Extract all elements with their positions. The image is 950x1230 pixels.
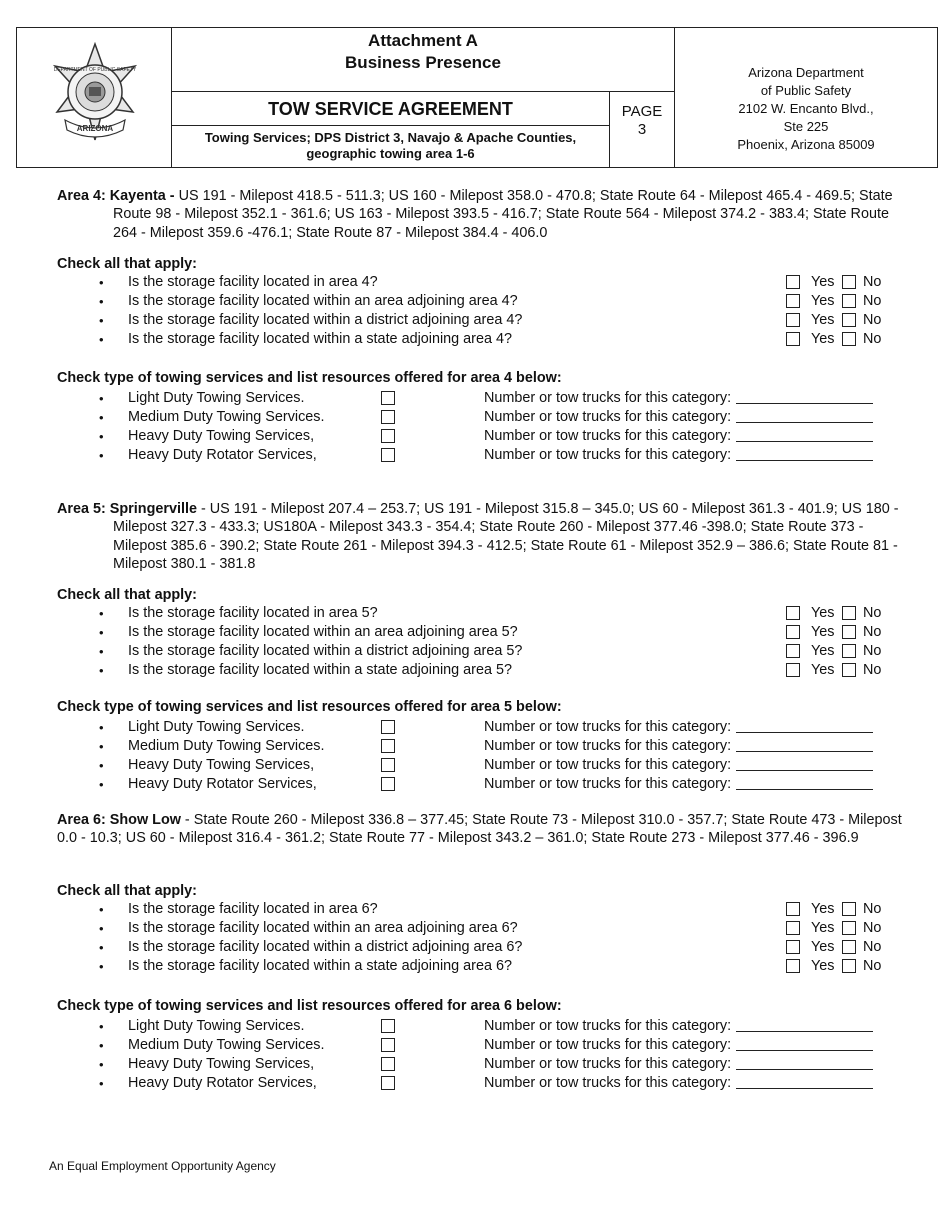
- no-label: No: [863, 274, 882, 290]
- bullet: •: [99, 739, 104, 754]
- agreement-subtitle: [172, 126, 610, 167]
- title-line-2: Business Presence: [345, 53, 501, 72]
- yes-checkbox[interactable]: [786, 313, 800, 327]
- no-label: No: [863, 624, 882, 640]
- subtitle-line-2: geographic towing area 1-6: [306, 146, 475, 161]
- service-checkbox[interactable]: [381, 391, 395, 405]
- yes-no-group: [786, 623, 906, 642]
- address-line: Arizona Department: [748, 65, 864, 80]
- no-checkbox[interactable]: [842, 940, 856, 954]
- service-checkbox[interactable]: [381, 758, 395, 772]
- yes-no-group: [786, 919, 906, 938]
- service-name: Medium Duty Towing Services.: [128, 1037, 325, 1053]
- area-5-service-row: [57, 775, 905, 794]
- truck-count-label: Number or tow trucks for this category:: [484, 757, 732, 773]
- yes-checkbox[interactable]: [786, 332, 800, 346]
- yes-checkbox[interactable]: [786, 902, 800, 916]
- bullet: •: [99, 1038, 104, 1053]
- truck-count-field: [484, 1055, 873, 1074]
- bullet: •: [99, 294, 104, 309]
- service-name: Light Duty Towing Services.: [128, 390, 305, 406]
- area-4-question-row: [57, 273, 905, 292]
- area-5-question-row: [57, 604, 905, 623]
- truck-count-input[interactable]: [736, 428, 873, 442]
- yes-no-group: [786, 938, 906, 957]
- truck-count-input[interactable]: [736, 1037, 873, 1051]
- bullet: •: [99, 410, 104, 425]
- area-5-services-heading: Check type of towing services and list resources offered for area 5 below:: [57, 699, 562, 715]
- yes-no-group: [786, 292, 906, 311]
- bullet: •: [99, 777, 104, 792]
- truck-count-input[interactable]: [736, 1075, 873, 1089]
- area-4-services-heading: Check type of towing services and list resources offered for area 4 below:: [57, 370, 562, 386]
- truck-count-field: [484, 1017, 873, 1036]
- yes-no-group: [786, 642, 906, 661]
- truck-count-input[interactable]: [736, 409, 873, 423]
- no-label: No: [863, 958, 882, 974]
- question-text: Is the storage facility located within an area adjoining area 4?: [128, 293, 518, 309]
- service-name: Medium Duty Towing Services.: [128, 738, 325, 754]
- no-checkbox[interactable]: [842, 294, 856, 308]
- service-name: Heavy Duty Towing Services,: [128, 428, 315, 444]
- yes-label: Yes: [811, 312, 835, 328]
- yes-no-group: [786, 900, 906, 919]
- truck-count-label: Number or tow trucks for this category:: [484, 776, 732, 792]
- bullet: •: [99, 902, 104, 917]
- question-text: Is the storage facility located within an area adjoining area 6?: [128, 920, 518, 936]
- area-4-check-all-heading: Check all that apply:: [57, 256, 197, 272]
- truck-count-label: Number or tow trucks for this category:: [484, 738, 732, 754]
- truck-count-label: Number or tow trucks for this category:: [484, 428, 732, 444]
- area-6-name: Area 6: Show Low: [57, 812, 181, 828]
- no-label: No: [863, 605, 882, 621]
- question-text: Is the storage facility located within a state adjoining area 5?: [128, 662, 512, 678]
- document-header: [16, 27, 938, 168]
- service-name: Heavy Duty Towing Services,: [128, 757, 315, 773]
- no-checkbox[interactable]: [842, 275, 856, 289]
- yes-checkbox[interactable]: [786, 644, 800, 658]
- no-checkbox[interactable]: [842, 625, 856, 639]
- area-6-service-row: [57, 1017, 905, 1036]
- no-checkbox[interactable]: [842, 313, 856, 327]
- truck-count-label: Number or tow trucks for this category:: [484, 1075, 732, 1091]
- no-checkbox[interactable]: [842, 332, 856, 346]
- question-text: Is the storage facility located in area 5?: [128, 605, 378, 621]
- no-label: No: [863, 331, 882, 347]
- area-6-question-row: [57, 919, 905, 938]
- bullet: •: [99, 391, 104, 406]
- bullet: •: [99, 625, 104, 640]
- truck-count-label: Number or tow trucks for this category:: [484, 1037, 732, 1053]
- seal-cell: [17, 28, 172, 167]
- service-name: Heavy Duty Rotator Services,: [128, 447, 317, 463]
- area-6-description: [57, 811, 905, 848]
- yes-no-group: [786, 604, 906, 623]
- no-checkbox[interactable]: [842, 644, 856, 658]
- yes-checkbox[interactable]: [786, 959, 800, 973]
- truck-count-field: [484, 775, 873, 794]
- truck-count-field: [484, 427, 873, 446]
- area-4-service-row: [57, 446, 905, 465]
- question-text: Is the storage facility located in area 6?: [128, 901, 378, 917]
- truck-count-field: [484, 737, 873, 756]
- no-checkbox[interactable]: [842, 663, 856, 677]
- yes-label: Yes: [811, 901, 835, 917]
- address-line: Phoenix, Arizona 85009: [737, 137, 875, 152]
- area-5-service-row: [57, 756, 905, 775]
- truck-count-input[interactable]: [736, 447, 873, 461]
- truck-count-label: Number or tow trucks for this category:: [484, 390, 732, 406]
- yes-label: Yes: [811, 643, 835, 659]
- service-checkbox[interactable]: [381, 1057, 395, 1071]
- area-4-routes: US 191 - Milepost 418.5 - 511.3; US 160 - Milepost 358.0 - 470.8; State Route 64 - Milepost 465.4 - 469.5; State Route 98 - Milepost 352.1 - 361.6; US 163 - Milepost 393.5 - 416.7; State Route 564 - Milepost 374.2 - 383.4; State Route 264 - Milepost 359.6 -476.1; State Route 87 - Milepost 384.4 - 406.0: [113, 188, 893, 241]
- service-name: Light Duty Towing Services.: [128, 719, 305, 735]
- area-5-question-row: [57, 642, 905, 661]
- area-6-service-row: [57, 1055, 905, 1074]
- yes-checkbox[interactable]: [786, 294, 800, 308]
- truck-count-field: [484, 389, 873, 408]
- bullet: •: [99, 313, 104, 328]
- area-4-question-row: [57, 330, 905, 349]
- page-footer: An Equal Employment Opportunity Agency: [49, 1159, 276, 1173]
- truck-count-label: Number or tow trucks for this category:: [484, 409, 732, 425]
- bullet: •: [99, 332, 104, 347]
- question-text: Is the storage facility located within a state adjoining area 6?: [128, 958, 512, 974]
- address-line: Ste 225: [783, 119, 829, 134]
- truck-count-label: Number or tow trucks for this category:: [484, 447, 732, 463]
- area-4-name: Area 4: Kayenta -: [57, 188, 175, 204]
- subtitle-line-1: Towing Services; DPS District 3, Navajo & Apache Counties,: [204, 130, 577, 145]
- no-label: No: [863, 293, 882, 309]
- yes-no-group: [786, 957, 906, 976]
- question-text: Is the storage facility located within a state adjoining area 4?: [128, 331, 512, 347]
- yes-label: Yes: [811, 939, 835, 955]
- bullet: •: [99, 720, 104, 735]
- truck-count-field: [484, 718, 873, 737]
- page-label: PAGE: [621, 103, 663, 120]
- bullet: •: [99, 275, 104, 290]
- agreement-title: TOW SERVICE AGREEMENT: [172, 92, 610, 126]
- service-name: Light Duty Towing Services.: [128, 1018, 305, 1034]
- attachment-title: [172, 28, 674, 92]
- service-name: Medium Duty Towing Services.: [128, 409, 325, 425]
- area-5-service-row: [57, 718, 905, 737]
- address-line: of Public Safety: [760, 83, 852, 98]
- question-text: Is the storage facility located in area 4?: [128, 274, 378, 290]
- bullet: •: [99, 663, 104, 678]
- area-6-check-all-heading: Check all that apply:: [57, 883, 197, 899]
- question-text: Is the storage facility located within a district adjoining area 4?: [128, 312, 523, 328]
- page-number-cell: [610, 92, 674, 167]
- question-text: Is the storage facility located within a district adjoining area 6?: [128, 939, 523, 955]
- area-4-service-row: [57, 408, 905, 427]
- yes-label: Yes: [811, 331, 835, 347]
- service-name: Heavy Duty Towing Services,: [128, 1056, 315, 1072]
- yes-label: Yes: [811, 605, 835, 621]
- area-4-description: [57, 187, 905, 242]
- address-line: 2102 W. Encanto Blvd.,: [738, 101, 874, 116]
- truck-count-input[interactable]: [736, 757, 873, 771]
- page-number: 3: [637, 121, 647, 138]
- bullet: •: [99, 940, 104, 955]
- area-5-question-row: [57, 661, 905, 680]
- truck-count-field: [484, 756, 873, 775]
- no-checkbox[interactable]: [842, 959, 856, 973]
- no-label: No: [863, 312, 882, 328]
- yes-checkbox[interactable]: [786, 275, 800, 289]
- agency-address: [674, 28, 937, 167]
- service-checkbox[interactable]: [381, 1038, 395, 1052]
- area-6-routes: - State Route 260 - Milepost 336.8 – 377.45; State Route 73 - Milepost 310.0 - 357.7; State Route 473 - Milepost 0.0 - 10.3; US 60 - Milepost 316.4 - 361.2; State Route 77 - Milepost 343.2 – 361.0; State Route 273 - Milepost 377.46 - 396.9: [57, 812, 902, 847]
- bullet: •: [99, 606, 104, 621]
- yes-checkbox[interactable]: [786, 663, 800, 677]
- yes-checkbox[interactable]: [786, 921, 800, 935]
- area-6-question-row: [57, 938, 905, 957]
- area-5-name: Area 5: Springerville: [57, 501, 197, 517]
- truck-count-label: Number or tow trucks for this category:: [484, 1056, 732, 1072]
- yes-label: Yes: [811, 920, 835, 936]
- service-name: Heavy Duty Rotator Services,: [128, 776, 317, 792]
- bullet: •: [99, 1057, 104, 1072]
- dps-seal-icon: [49, 42, 141, 150]
- seal-ring-top: DEPARTMENT OF PUBLIC SAFETY: [53, 67, 137, 73]
- yes-checkbox[interactable]: [786, 606, 800, 620]
- area-6-services-heading: Check type of towing services and list resources offered for area 6 below:: [57, 998, 562, 1014]
- no-label: No: [863, 939, 882, 955]
- service-checkbox[interactable]: [381, 448, 395, 462]
- bullet: •: [99, 429, 104, 444]
- truck-count-field: [484, 1074, 873, 1093]
- service-checkbox[interactable]: [381, 777, 395, 791]
- yes-label: Yes: [811, 624, 835, 640]
- service-checkbox[interactable]: [381, 739, 395, 753]
- area-6-question-row: [57, 900, 905, 919]
- area-5-routes: - US 191 - Milepost 207.4 – 253.7; US 191 - Milepost 315.8 – 345.0; US 60 - Milepost 361.3 - 401.9; US 180 - Milepost 327.3 - 433.3; US180A - Milepost 343.3 - 354.4; State Route 260 - Milepost 377.46 -398.0; State Route 373 - Milepost 385.6 - 390.2; State Route 261 - Milepost 394.3 - 412.5; State Route 61 - Milepost 352.9 – 386.6; State Route 81 - Milepost 380.1 - 381.8: [113, 501, 899, 573]
- question-text: Is the storage facility located within a district adjoining area 5?: [128, 643, 523, 659]
- yes-label: Yes: [811, 662, 835, 678]
- area-6-service-row: [57, 1036, 905, 1055]
- truck-count-input[interactable]: [736, 776, 873, 790]
- area-4-service-row: [57, 389, 905, 408]
- area-5-check-all-heading: Check all that apply:: [57, 587, 197, 603]
- yes-label: Yes: [811, 274, 835, 290]
- truck-count-field: [484, 446, 873, 465]
- truck-count-input[interactable]: [736, 719, 873, 733]
- bullet: •: [99, 1076, 104, 1091]
- yes-label: Yes: [811, 958, 835, 974]
- truck-count-input[interactable]: [736, 738, 873, 752]
- area-4-question-row: [57, 311, 905, 330]
- truck-count-input[interactable]: [736, 390, 873, 404]
- bullet: •: [99, 921, 104, 936]
- bullet: •: [99, 448, 104, 463]
- area-5-description: [57, 500, 905, 574]
- service-name: Heavy Duty Rotator Services,: [128, 1075, 317, 1091]
- yes-checkbox[interactable]: [786, 625, 800, 639]
- yes-no-group: [786, 311, 906, 330]
- yes-checkbox[interactable]: [786, 940, 800, 954]
- no-checkbox[interactable]: [842, 902, 856, 916]
- bullet: •: [99, 959, 104, 974]
- truck-count-label: Number or tow trucks for this category:: [484, 1018, 732, 1034]
- service-checkbox[interactable]: [381, 720, 395, 734]
- bullet: •: [99, 758, 104, 773]
- area-5-question-row: [57, 623, 905, 642]
- truck-count-input[interactable]: [736, 1056, 873, 1070]
- question-text: Is the storage facility located within an area adjoining area 5?: [128, 624, 518, 640]
- area-6-question-row: [57, 957, 905, 976]
- service-checkbox[interactable]: [381, 410, 395, 424]
- area-6-service-row: [57, 1074, 905, 1093]
- truck-count-field: [484, 408, 873, 427]
- truck-count-field: [484, 1036, 873, 1055]
- bullet: •: [99, 644, 104, 659]
- truck-count-label: Number or tow trucks for this category:: [484, 719, 732, 735]
- yes-no-group: [786, 330, 906, 349]
- no-checkbox[interactable]: [842, 921, 856, 935]
- service-checkbox[interactable]: [381, 1019, 395, 1033]
- service-checkbox[interactable]: [381, 429, 395, 443]
- seal-ring-bottom: ARIZONA: [76, 124, 114, 133]
- no-checkbox[interactable]: [842, 606, 856, 620]
- no-label: No: [863, 662, 882, 678]
- yes-no-group: [786, 661, 906, 680]
- no-label: No: [863, 643, 882, 659]
- no-label: No: [863, 920, 882, 936]
- yes-no-group: [786, 273, 906, 292]
- no-label: No: [863, 901, 882, 917]
- title-line-1: Attachment A: [368, 31, 478, 50]
- bullet: •: [99, 1019, 104, 1034]
- truck-count-input[interactable]: [736, 1018, 873, 1032]
- yes-label: Yes: [811, 293, 835, 309]
- area-5-service-row: [57, 737, 905, 756]
- service-checkbox[interactable]: [381, 1076, 395, 1090]
- area-4-service-row: [57, 427, 905, 446]
- area-4-question-row: [57, 292, 905, 311]
